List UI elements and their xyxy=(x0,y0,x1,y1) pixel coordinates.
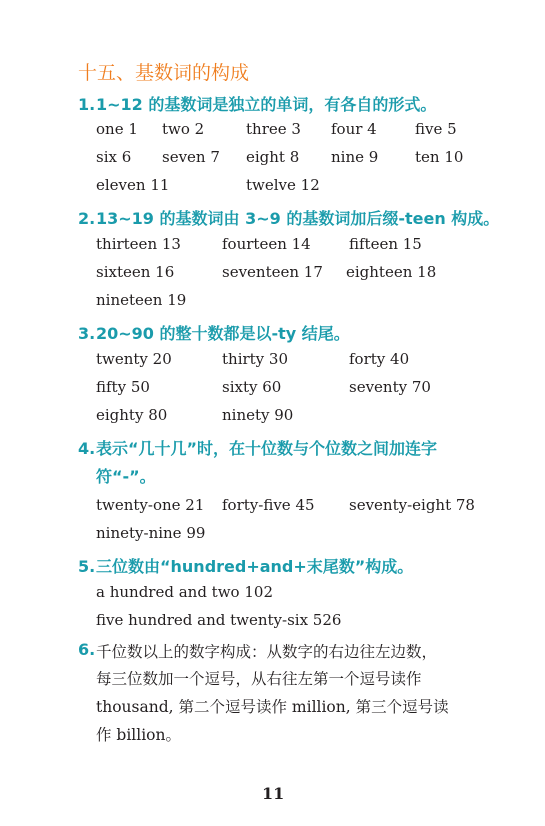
rule-number: 2. xyxy=(78,209,96,228)
rule-text: 表示“几十几”时，在十位数与个位数之间加连字 xyxy=(96,439,438,458)
number-word: five 5 xyxy=(415,120,457,138)
rule-text: 13~19 的基数词由 3~9 的基数词加后缀-teen 构成。 xyxy=(96,209,500,228)
number-word: two 2 xyxy=(162,120,205,138)
number-word: forty-five 45 xyxy=(222,496,315,514)
number-word: seventeen 17 xyxy=(222,263,323,281)
number-word: nineteen 19 xyxy=(96,291,187,309)
number-word: ninety-nine 99 xyxy=(96,524,206,542)
number-word: nine 9 xyxy=(331,148,379,166)
rule-6-line: 作 billion。 xyxy=(96,726,181,744)
section-title: 十五、基数词的构成 xyxy=(78,62,250,84)
page-number: 11 xyxy=(262,784,285,803)
number-word: thirty 30 xyxy=(222,350,289,368)
rule-5-heading xyxy=(78,554,413,577)
rule-text: 三位数由“hundred+and+末尾数”构成。 xyxy=(96,557,414,576)
rule-4-heading-continued: 符“-”。 xyxy=(96,467,156,486)
rule-1-heading xyxy=(78,92,436,115)
number-word: sixty 60 xyxy=(222,378,282,396)
number-word: seventy 70 xyxy=(349,378,431,396)
rule-number: 4. xyxy=(78,439,96,458)
rule-2-heading xyxy=(78,206,499,229)
rule-number: 6. xyxy=(78,640,96,659)
number-word: fifteen 15 xyxy=(349,235,422,253)
rule-6-line: 每三位数加一个逗号，从右往左第一个逗号读作 xyxy=(96,670,422,688)
number-word: fifty 50 xyxy=(96,378,150,396)
rule-4-heading xyxy=(78,436,437,459)
number-word: four 4 xyxy=(331,120,377,138)
number-word: seventy-eight 78 xyxy=(349,496,475,514)
rule-number: 5. xyxy=(78,557,96,576)
number-word: seven 7 xyxy=(162,148,220,166)
rule-6-line: 千位数以上的数字构成：从数字的右边往左边数， xyxy=(96,643,438,661)
number-word: six 6 xyxy=(96,148,132,166)
number-word: twenty 20 xyxy=(96,350,172,368)
rule-number: 3. xyxy=(78,324,96,343)
number-word: thirteen 13 xyxy=(96,235,181,253)
rule-3-heading xyxy=(78,321,350,344)
number-word: sixteen 16 xyxy=(96,263,175,281)
number-word: ten 10 xyxy=(415,148,464,166)
number-word: five hundred and twenty-six 526 xyxy=(96,611,342,629)
number-word: forty 40 xyxy=(349,350,410,368)
number-word: twelve 12 xyxy=(246,176,320,194)
number-word: twenty-one 21 xyxy=(96,496,205,514)
number-word: fourteen 14 xyxy=(222,235,311,253)
number-word: eighty 80 xyxy=(96,406,168,424)
number-word: eleven 11 xyxy=(96,176,170,194)
number-word: eighteen 18 xyxy=(346,263,437,281)
number-word: one 1 xyxy=(96,120,138,138)
rule-number: 1. xyxy=(78,95,96,114)
number-word: ninety 90 xyxy=(222,406,294,424)
number-word: eight 8 xyxy=(246,148,300,166)
rule-6-line: thousand, 第二个逗号读作 million, 第三个逗号读 xyxy=(96,698,449,716)
number-word: three 3 xyxy=(246,120,301,138)
number-word: a hundred and two 102 xyxy=(96,583,273,601)
rule-text: 1~12 的基数词是独立的单词，有各自的形式。 xyxy=(96,95,437,114)
rule-text: 20~90 的整十数都是以-ty 结尾。 xyxy=(96,324,350,343)
